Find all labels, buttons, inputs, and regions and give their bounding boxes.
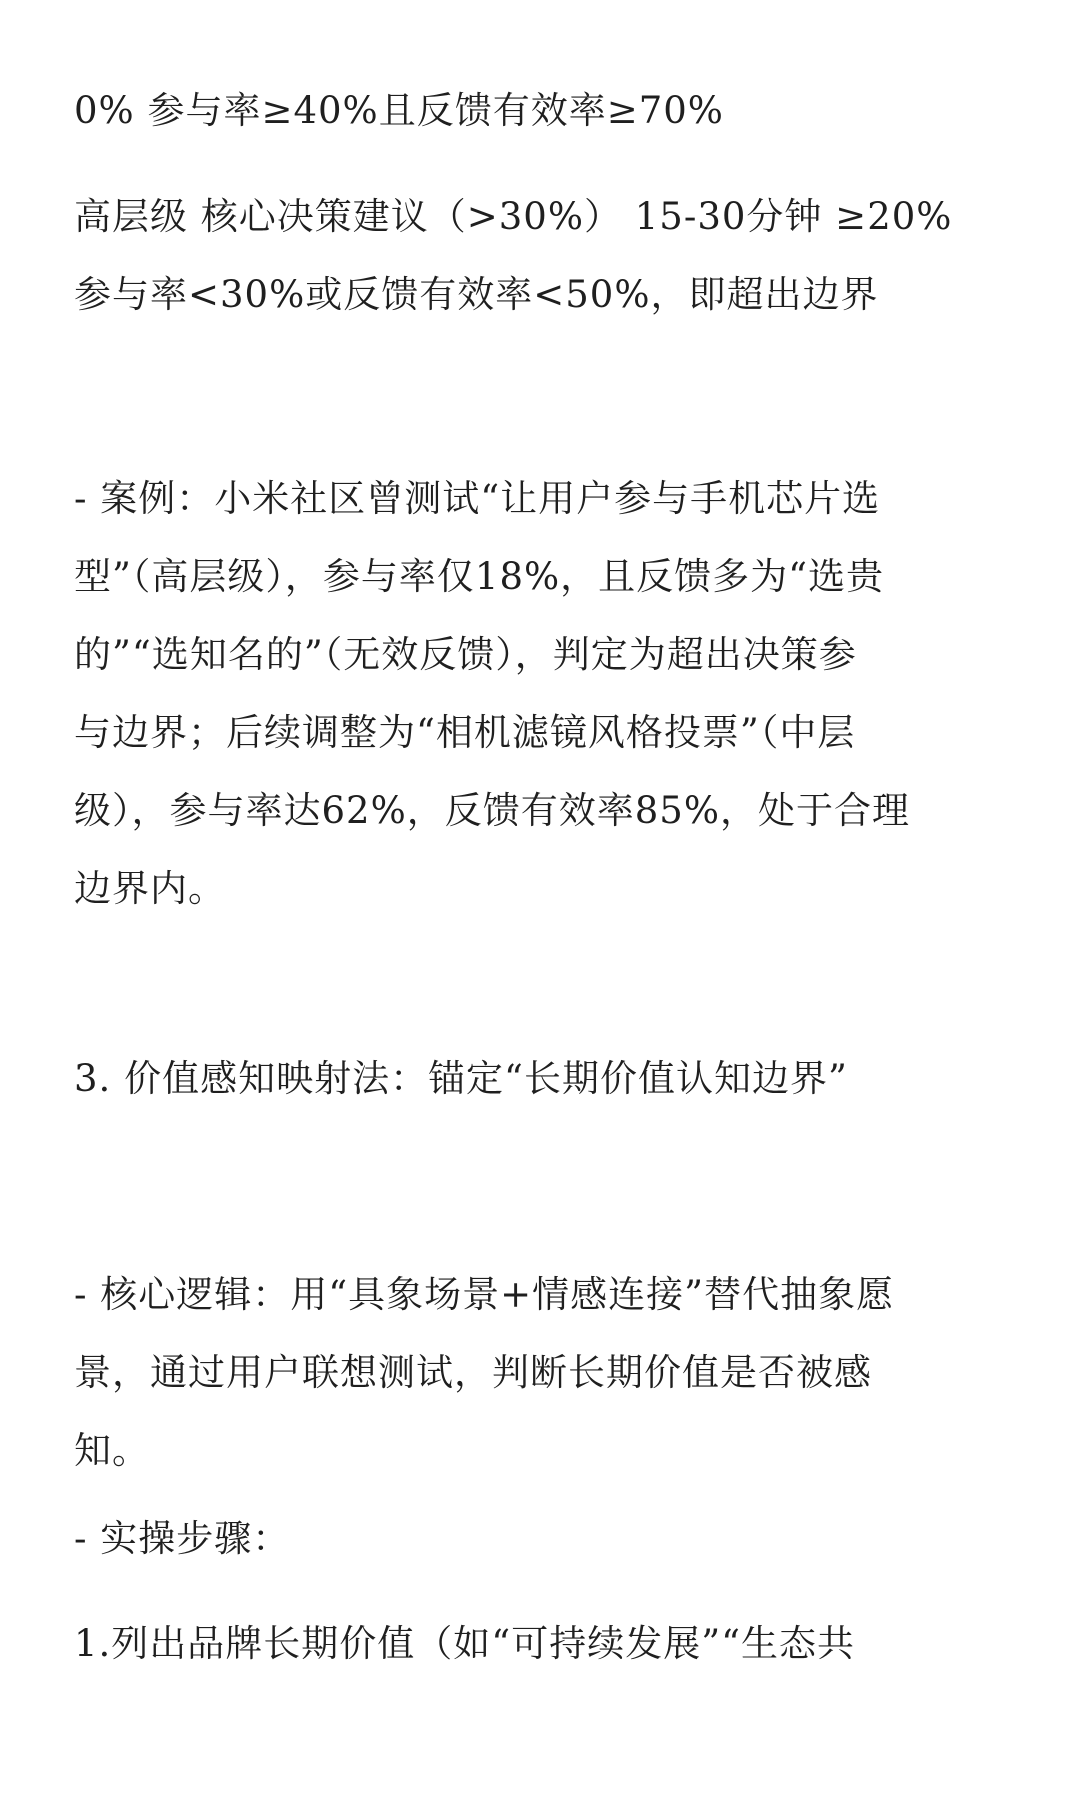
text-line: 1.列出品牌长期价值（如“可持续发展”“生态共 [74, 1622, 856, 1665]
text-line: 知。 [74, 1429, 150, 1472]
text-line: 0% 参与率≥40%且反馈有效率≥70% [74, 89, 724, 132]
text-line: 3. 价值感知映射法：锚定“长期价值认知边界” [74, 1057, 848, 1100]
text-paragraph-case-study [74, 460, 1014, 928]
text-line: - 案例：小米社区曾测试“让用户参与手机芯片选 [74, 477, 881, 520]
text-line: - 实操步骤： [74, 1517, 291, 1560]
text-line: 景，通过用户联想测试，判断长期价值是否被感 [74, 1351, 872, 1394]
text-line: 的”“选知名的”（无效反馈），判定为超出决策参 [74, 633, 857, 676]
section-heading-value-mapping [74, 1040, 1014, 1118]
text-line: 型”（高层级），参与率仅18%，且反馈多为“选贵 [74, 555, 885, 598]
text-line: 级），参与率达62%，反馈有效率85%，处于合理 [74, 789, 910, 832]
text-line: 与边界；后续调整为“相机滤镜风格投票”（中层 [74, 711, 856, 754]
text-paragraph-criteria-high [74, 178, 1014, 334]
text-line: 高层级 核心决策建议（>30%） 15-30分钟 ≥20% [74, 195, 953, 238]
text-line: 参与率<30%或反馈有效率<50%，即超出边界 [74, 273, 879, 316]
text-line: 边界内。 [74, 867, 226, 910]
text-line: - 核心逻辑：用“具象场景+情感连接”替代抽象愿 [74, 1273, 895, 1316]
text-paragraph-criteria-mid [74, 72, 1014, 150]
text-paragraph-core-logic [74, 1256, 1014, 1490]
text-paragraph-step-1 [74, 1605, 1014, 1683]
text-paragraph-steps-label [74, 1500, 1014, 1578]
